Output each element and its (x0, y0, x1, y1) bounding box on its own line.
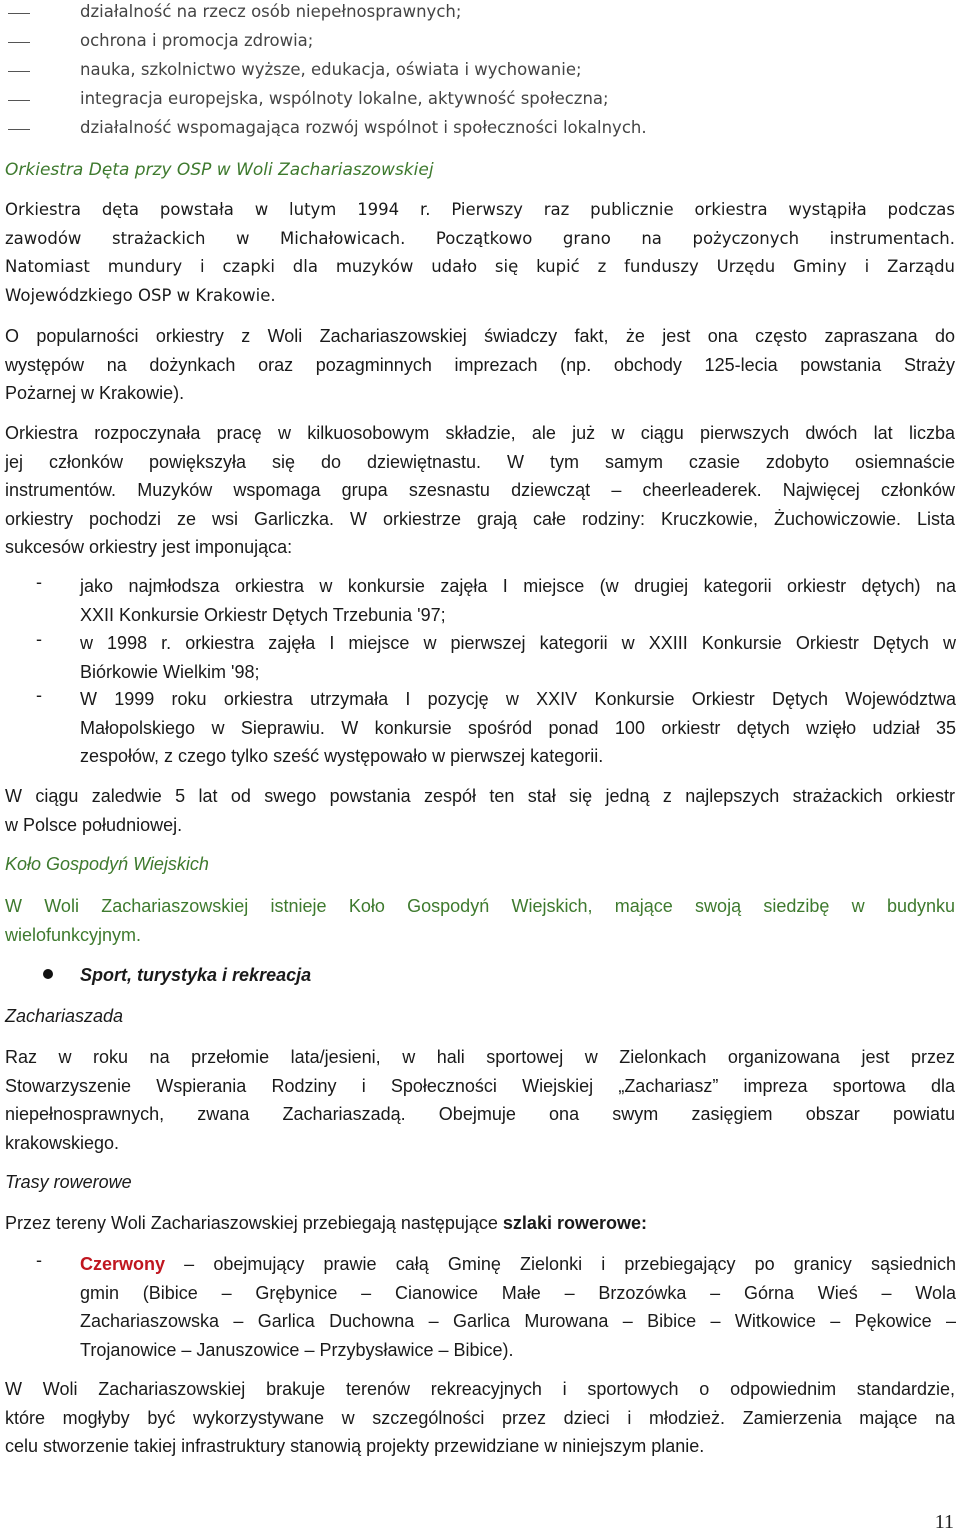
subsection-heading-zachariaszada: Zachariaszada (5, 1006, 124, 1026)
dash-icon (8, 129, 30, 130)
paragraph-orchestra-popularity: O popularności orkiestry z Woli Zachariaszowskiej świadczy fakt, że jest ona często zapraszana do występów na dożynkach oraz pozagminnych imprezach (np. obchody 125-lecia powstania Straży Pożarnej w Krakowie). (5, 326, 955, 404)
dash-icon (8, 71, 30, 72)
section-heading-kgw: Koło Gospodyń Wiejskich (5, 854, 209, 874)
paragraph-zachariaszada: Raz w roku na przełomie lata/jesieni, w hali sportowej w Zielonkach organizowana jest przez Stowarzyszenie Wspierania Rodziny i Społeczności Wiejskiej „Zachariasz” impreza sportowa dla niepełnosprawnych, zwana Zachariaszadą. Obejmuje ona swym zasięgiem obszar powiatu krakowskiego. (5, 1047, 955, 1153)
page-number: 11 (934, 1511, 954, 1533)
paragraph-orchestra-founding: Orkiestra dęta powstała w lutym 1994 r. Pierwszy raz publicznie orkiestra wystąpiła podczas zawodów strażackich w Michałowicach. Początkowo grano na pożyczonych instrumentach. Natomiast mundury i czapki dla muzyków udało się kupić z funduszy Urzędu Gminy i Zarządu Wojewódzkiego OSP w Krakowie. (5, 200, 955, 305)
document-page: działalność na rzecz osób niepełnosprawnych; ochrona i promocja zdrowia; nauka, szkolnictwo wyższe, edukacja, oświata i wychowanie; integracja europejska, wspólnoty lokalne, aktywność społeczna; działalność wspomagająca rozwój wspólnot i społeczności lokalnych. Orkiestra Dęta przy OSP w Woli Zachariaszowskiej Orkiestra dęta powstała w lutym 1994 r. Pierwszy raz publicznie orkiestra wystąpiła podczas zawodów strażackich w Michałowicach. Początkowo grano na pożyczonych instrumentach. Natomiast mundury i czapki dla muzyków udało się kupić z funduszy Urzędu Gminy i Zarządu Wojewódzkiego OSP w Krakowie. O popularności orkiestry z Woli Zachariaszowskiej świadczy fakt, że jest ona często zapraszana do występów na dożynkach oraz pozagminnych imprezach (np. obchody 125-lecia powstania Straży Pożarnej w Krakowie). Orkiestra rozpoczynała pracę w kilkuosobowym składzie, ale już w ciągu pierwszych dwóch lat liczba jej członków powiększyła się do dziewiętnastu. W tym samym czasie zdobyto osiemnaście instrumentów. Muzyków wspomaga grupa szesnastu dziewcząt – cheerleaderek. Najwięcej członków orkiestry pochodzi ze wsi Garliczka. W orkiestrze grają całe rodziny: Kruczkowie, Żuchowiczowie. Lista sukcesów orkiestry jest imponująca: - jako najmłodsza orkiestra w konkursie zajęła I miejsce (w drugiej kategorii orkiestr dętych) na XXII Konkursie Orkiestr Dętych Trzebunia '97; - w 1998 r. orkiestra zajęła I miejsce w pierwszej kategorii w XXIII Konkursie Orkiestr Dętych w Biórkowie Wielkim '98; - W 1999 roku orkiestra utrzymała I pozycję w XXIV Konkursie Orkiestr Dętych Województwa Małopolskiego w Sieprawiu. W konkursie spośród ponad 100 orkiestr dętych wzięło udział 35 zespołów, z czego tylko sześć występowało w pierwszej kategorii. W ciągu zaledwie 5 lat od swego powstania zespół ten stał się jedną z najlepszych strażackich orkiestr w Polsce południowej. Koło Gospodyń Wiejskich W Woli Zachariaszowskiej istnieje Koło Gospodyń Wiejskich, mające swoją siedzibę w budynku wielofunkcyjnym. Sport, turystyka i rekreacja Zachariaszada Raz w roku na przełomie lata/jesieni, w hali sportowej w Zielonkach organizowana jest przez Stowarzyszenie Wspierania Rodziny i Społeczności Wiejskiej „Zachariasz” impreza sportowa dla niepełnosprawnych, zwana Zachariaszadą. Obejmuje ona swym zasięgiem obszar powiatu krakowskiego. Trasy rowerowe Przez tereny Woli Zachariaszowskiej przebiegają następujące szlaki rowerowe: - Czerwony – obejmujący prawie całą Gminę Zielonki i przebiegający po granicy sąsiednich gmin (Bibice – Grębynice – Cianowice Małe – Brzozówka – Górna Wieś – Wola Zachariaszowska – Garlica Duchowna – Garlica Murowana – Bibice – Witkowice – Pękowice – Trojanowice – Januszowice – Przybysławice – Bibice). W Woli Zachariaszowskiej brakuje terenów rekreacyjnych i sportowych o odpowiednim standardzie, które mogłyby być wykorzystywane w szczególności przez dzieci i młodzież. Zamierzenia mające na celu stworzenie takiej infrastruktury stanowią projekty przewidziane w niniejszym planie. 11 (5, 2, 956, 1533)
trail-name-red: Czerwony (80, 1254, 166, 1274)
paragraph-orchestra-members: Orkiestra rozpoczynała pracę w kilkuosobowym składzie, ale już w ciągu pierwszych dwóch lat liczba jej członków powiększyła się do dziewiętnastu. W tym samym czasie zdobyto osiemnaście instrumentów. Muzyków wspomaga grupa szesnastu dziewcząt – cheerleaderek. Najwięcej członków orkiestry pochodzi ze wsi Garliczka. W orkiestrze grają całe rodziny: Kruczkowie, Żuchowiczowie. Lista sukcesów orkiestry jest imponująca: (5, 423, 955, 558)
section-heading-sport: Sport, turystyka i rekreacja (80, 965, 312, 985)
dash-icon (8, 42, 30, 43)
subsection-heading-trails: Trasy rowerowe (5, 1172, 132, 1192)
paragraph-closing: W Woli Zachariaszowskiej brakuje terenów rekreacyjnych i sportowych o odpowiednim standardzie, które mogłyby być wykorzystywane w szczególności przez dzieci i młodzież. Zamierzenia mające na celu stworzenie takiej infrastruktury stanowią projekty przewidziane w niniejszym planie. (5, 1379, 955, 1457)
dash-icon (8, 13, 30, 14)
dash-icon (8, 100, 30, 101)
section-heading-orchestra: Orkiestra Dęta przy OSP w Woli Zachariaszowskiej (5, 160, 434, 180)
bullet-icon (43, 969, 53, 979)
paragraph-trails-intro: Przez tereny Woli Zachariaszowskiej przebiegają następujące szlaki rowerowe: (5, 1213, 647, 1233)
paragraph-kgw: W Woli Zachariaszowskiej istnieje Koło Gospodyń Wiejskich, mające swoją siedzibę w budynku wielofunkcyjnym. (5, 896, 955, 945)
paragraph-orchestra-summary: W ciągu zaledwie 5 lat od swego powstania zespół ten stał się jedną z najlepszych strażackich orkiestr w Polsce południowej. (5, 786, 955, 835)
